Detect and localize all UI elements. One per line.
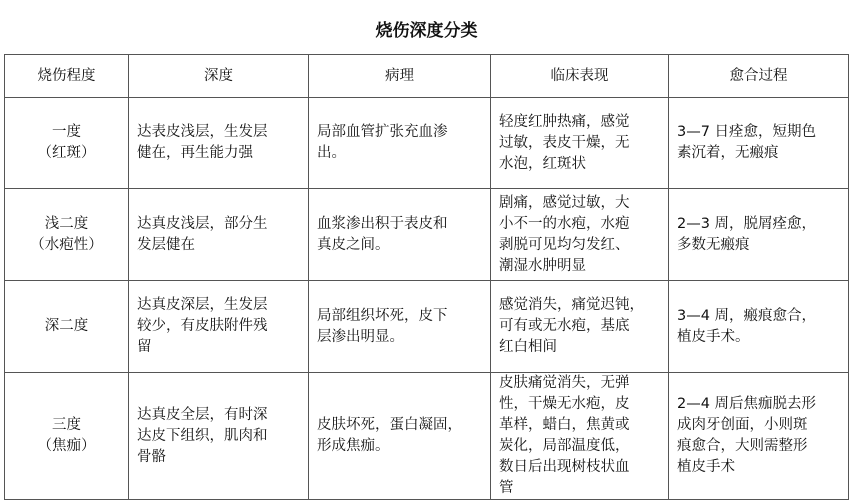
cell-text-line: 数日后出现树枝状血 (499, 459, 630, 475)
cell-burn-degree (5, 189, 129, 281)
cell-text-line: 较少，有皮肤附件残 (137, 318, 268, 334)
cell-text-line: 出。 (317, 145, 346, 161)
cell-text-line: 痕愈合，大则需整形 (677, 438, 808, 454)
cell-text-line: 植皮手术 (677, 459, 735, 475)
cell-text-line: 局部血管扩张充血渗 (317, 124, 448, 140)
cell-depth (129, 373, 309, 500)
cell-text-line: 轻度红肿热痛，感觉 (499, 113, 630, 130)
cell-burn-degree (5, 281, 129, 373)
column-header-depth: 深度 (129, 55, 309, 98)
cell-text-line: 2—4 周后焦痂脱去形 (677, 396, 817, 412)
table-row (5, 189, 849, 281)
cell-text-line: 性，干燥无水疱，皮 (499, 396, 630, 412)
table-row (5, 281, 849, 373)
cell-text-line: 层渗出明显。 (317, 328, 404, 345)
cell-text-line: 一度 (52, 124, 81, 140)
cell-healing-process (669, 189, 849, 281)
cell-text-line: 管 (499, 480, 514, 496)
cell-text-line: 过敏，表皮干燥，无 (499, 134, 630, 151)
cell-pathology (309, 98, 491, 189)
cell-text-line: 3—7 日痊愈，短期色 (677, 124, 817, 140)
cell-text-line: 真皮之间。 (317, 236, 390, 253)
cell-pathology (309, 281, 491, 373)
cell-depth (129, 98, 309, 189)
cell-text-line: 可有或无水疱，基底 (499, 318, 630, 334)
cell-text-line: 皮肤痛觉消失，无弹 (499, 375, 630, 391)
cell-depth (129, 189, 309, 281)
cell-text-line: 留 (137, 339, 152, 355)
cell-pathology (309, 189, 491, 281)
cell-text-line: 2—3 周，脱屑痊愈， (677, 215, 817, 232)
cell-text-line: 达表皮浅层，生发层 (137, 124, 268, 140)
cell-text-line: 水泡，红斑状 (499, 155, 586, 172)
column-header-clinical-manifestation: 临床表现 (491, 55, 669, 98)
cell-text-line: 植皮手术。 (677, 328, 750, 345)
cell-text-line: 感觉消失，痛觉迟钝， (499, 297, 644, 313)
cell-text-line: 达真皮全层，有时深 (137, 406, 268, 423)
cell-text-line: 多数无瘢痕 (677, 236, 750, 253)
cell-text-line: 健在，再生能力强 (137, 145, 253, 161)
cell-text-line: 血浆渗出积于表皮和 (317, 215, 448, 232)
table-row (5, 98, 849, 189)
cell-text-line: 潮湿水肿明显 (499, 257, 586, 274)
cell-text-line: 局部组织坏死，皮下 (317, 307, 448, 324)
cell-text-line: 炭化，局部温度低， (499, 438, 630, 454)
cell-text-line: 形成焦痂。 (317, 438, 390, 454)
cell-text-line: （焦痂） (37, 438, 96, 454)
cell-text-line: 小不一的水疱，水疱 (499, 215, 630, 232)
cell-text-line: 剥脱可见均匀发红、 (499, 236, 630, 253)
cell-clinical-manifestation (491, 373, 669, 500)
table-header-row (5, 55, 849, 98)
cell-healing-process (669, 281, 849, 373)
cell-text-line: 三度 (52, 417, 81, 433)
cell-pathology (309, 373, 491, 500)
cell-text-line: 红白相间 (499, 339, 557, 355)
cell-text-line: 达真皮深层，生发层 (137, 297, 268, 313)
column-header-healing-process: 愈合过程 (669, 55, 849, 98)
cell-text-line: 素沉着，无瘢痕 (677, 145, 779, 161)
cell-text-line: 3—4 周，瘢痕愈合， (677, 307, 817, 324)
cell-text-line: 达皮下组织，肌肉和 (137, 427, 268, 444)
cell-text-line: 成肉牙创面，小则斑 (677, 417, 808, 433)
cell-text-line: 骨骼 (137, 448, 166, 465)
cell-text-line: 深二度 (44, 318, 89, 334)
burn-depth-table (4, 54, 849, 500)
document-title: 烧伤深度分类 (375, 21, 478, 41)
cell-text-line: 皮肤坏死，蛋白凝固， (317, 417, 462, 433)
cell-burn-degree (5, 98, 129, 189)
cell-text-line: （红斑） (37, 145, 96, 161)
cell-text-line: 剧痛，感觉过敏，大 (499, 194, 630, 211)
column-header-pathology: 病理 (309, 55, 491, 98)
cell-text-line: 达真皮浅层，部分生 (137, 215, 268, 232)
cell-text-line: （水疱性） (30, 236, 103, 253)
cell-healing-process (669, 373, 849, 500)
table-row (5, 373, 849, 500)
column-header-burn-degree: 烧伤程度 (5, 55, 129, 98)
cell-clinical-manifestation (491, 98, 669, 189)
cell-healing-process (669, 98, 849, 189)
cell-text-line: 浅二度 (44, 215, 89, 232)
cell-clinical-manifestation (491, 281, 669, 373)
cell-depth (129, 281, 309, 373)
cell-text-line: 革样，蜡白，焦黄或 (499, 417, 630, 433)
cell-text-line: 发层健在 (137, 236, 195, 253)
cell-clinical-manifestation (491, 189, 669, 281)
cell-burn-degree (5, 373, 129, 500)
